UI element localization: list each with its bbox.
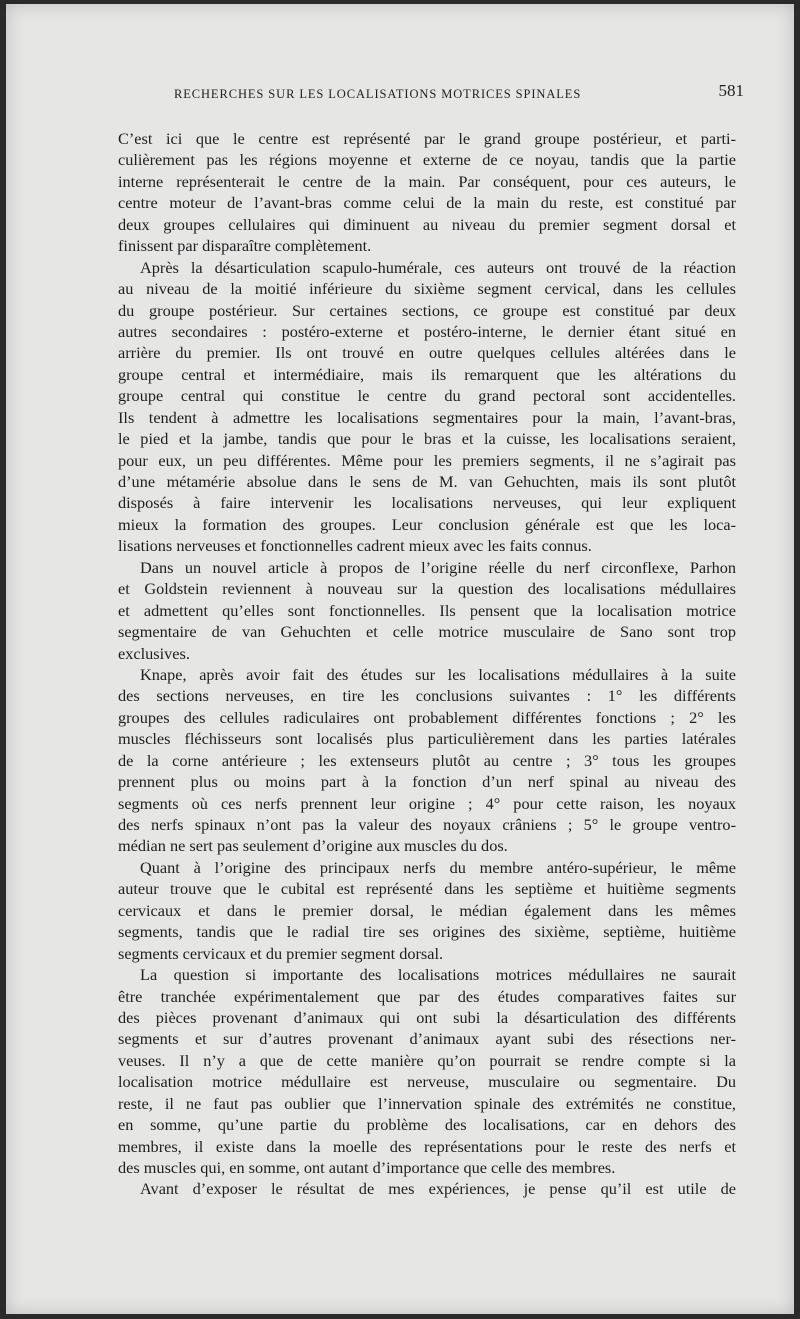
paragraph <box>118 857 736 964</box>
paragraph <box>118 1178 736 1199</box>
text-line: localisation motrice médullaire est nerveuse, musculaire ou segmentaire. Du <box>118 1072 736 1092</box>
text-line: groupes des cellules radiculaires ont probablement différentes fonctions ; 2° les <box>118 707 736 727</box>
running-title: RECHERCHES SUR LES LOCALISATIONS MOTRICES SPINALES <box>174 87 582 101</box>
body-text <box>118 128 736 1200</box>
text-line: pour eux, un peu différentes. Même pour les premiers segments, il ne s’agirait pas <box>118 450 736 470</box>
text-line: être tranchée expérimentalement que par des études comparatives faites sur <box>118 986 736 1006</box>
paragraph <box>118 128 736 257</box>
text-line: deux groupes cellulaires qui diminuent au niveau du premier segment dorsal et <box>118 214 736 234</box>
text-line: lisations nerveuses et fonctionnelles cadrent mieux avec les faits connus. <box>118 536 592 556</box>
text-line: en somme, qu’une partie du problème des localisations, car en dehors des <box>118 1115 736 1135</box>
paragraph <box>118 557 736 664</box>
text-line: des nerfs spinaux n’ont pas la valeur des noyaux crâniens ; 5° le groupe ventro- <box>118 815 736 834</box>
text-line: membres, il existe dans la moelle des représentations pour le reste des nerfs et <box>118 1136 736 1156</box>
running-head <box>6 81 794 105</box>
text-line: segmentaire de van Gehuchten et celle motrice musculaire de Sano sont trop <box>118 622 736 642</box>
text-line: auteur trouve que le cubital est représenté dans les septième et huitième segments <box>118 879 736 899</box>
text-line: au niveau de la moitié inférieure du sixième segment cervical, dans les cellules <box>118 279 736 299</box>
text-line: La question si importante des localisations motrices médullaires ne saurait <box>140 965 736 985</box>
text-line: des sections nerveuses, en tire les conclusions suivantes : 1° les différents <box>118 686 736 706</box>
text-line: veuses. Il n’y a que de cette manière qu’on pourrait se rendre compte si la <box>118 1050 736 1070</box>
text-line: Knape, après avoir fait des études sur les localisations médullaires à la suite <box>140 664 736 684</box>
text-line: groupe central et intermédiaire, mais ils remarquent que les altérations du <box>118 364 736 384</box>
text-line: le pied et la jambe, tandis que pour le bras et la cuisse, les localisations seraient, <box>118 429 736 449</box>
book-page <box>6 4 794 1314</box>
text-line: de la corne antérieure ; les extenseurs plutôt au centre ; 3° tous les groupes <box>118 750 736 770</box>
text-line: Quant à l’origine des principaux nerfs du membre antéro-supérieur, le même <box>140 857 736 877</box>
text-line: et admettent qu’elles sont fonctionnelles. Ils pensent que la localisation motrice <box>118 600 736 620</box>
text-line: segments cervicaux et du premier segment dorsal. <box>118 943 444 963</box>
text-line: centre moteur de l’avant-bras comme celui de la main du reste, est constitué par <box>118 193 736 213</box>
text-line: Après la désarticulation scapulo-humérale, ces auteurs ont trouvé de la réaction <box>140 257 736 277</box>
text-line: finissent par disparaître complètement. <box>118 236 372 256</box>
text-line: segments, tandis que le radial tire ses origines des sixième, septième, huitième <box>118 922 736 942</box>
text-line: autres secondaires : postéro-externe et postéro-interne, le dernier étant situé en <box>118 321 736 341</box>
text-line: disposés à faire intervenir les localisations nerveuses, qui leur expliquent <box>118 493 736 513</box>
text-line: segments et sur d’autres provenant d’animaux ayant subi des résections ner- <box>118 1029 736 1049</box>
text-line: Ils tendent à admettre les localisations segmentaires pour la main, l’avant-bras, <box>118 407 736 427</box>
text-line: des pièces provenant d’animaux qui ont subi la désarticulation des différents <box>118 1007 736 1027</box>
paragraph <box>118 664 736 857</box>
text-line: C’est ici que le centre est représenté par le grand groupe postérieur, et parti- <box>118 129 736 148</box>
text-line: du groupe postérieur. Sur certaines sections, ce groupe est constitué par deux <box>118 300 736 320</box>
paragraph <box>118 964 736 1178</box>
text-line: prennent plus ou moins part à la fonction d’un nerf spinal au niveau des <box>118 772 736 792</box>
text-line: d’une métamérie absolue dans le sens de M. van Gehuchten, mais ils sont plutôt <box>118 472 736 491</box>
text-line: et Goldstein reviennent à nouveau sur la question des localisations médullaires <box>118 579 736 599</box>
text-line: arrière du premier. Ils ont trouvé en outre quelques cellules altérées dans le <box>118 343 736 363</box>
text-line: médian ne sert pas seulement d’origine aux muscles du dos. <box>118 836 508 856</box>
text-line: reste, il ne faut pas oublier que l’innervation spinale des extrémités ne constitue, <box>118 1093 736 1113</box>
text-line: interne représenterait le centre de la main. Par conséquent, pour ces auteurs, le <box>118 171 736 191</box>
text-line: exclusives. <box>118 643 190 663</box>
text-line: des muscles qui, en somme, ont autant d’importance que celle des membres. <box>118 1158 616 1177</box>
paragraph <box>118 257 736 557</box>
text-line: Avant d’exposer le résultat de mes expériences, je pense qu’il est utile de <box>140 1179 736 1199</box>
text-line: culièrement pas les régions moyenne et externe de ce noyau, tandis que la partie <box>118 150 736 170</box>
page-number: 581 <box>718 81 744 100</box>
text-line: segments où ces nerfs prennent leur origine ; 4° pour cette raison, les noyaux <box>118 793 736 813</box>
text-line: muscles fléchisseurs sont localisés plus particulièrement dans les parties latérales <box>118 729 736 749</box>
text-line: Dans un nouvel article à propos de l’origine réelle du nerf circonflexe, Parhon <box>140 557 736 577</box>
text-line: groupe central qui constitue le centre du grand pectoral sont accidentelles. <box>118 386 736 406</box>
text-line: cervicaux et dans le premier dorsal, le médian également dans les mêmes <box>118 900 736 920</box>
text-line: mieux la formation des groupes. Leur conclusion générale est que les loca- <box>118 514 736 534</box>
